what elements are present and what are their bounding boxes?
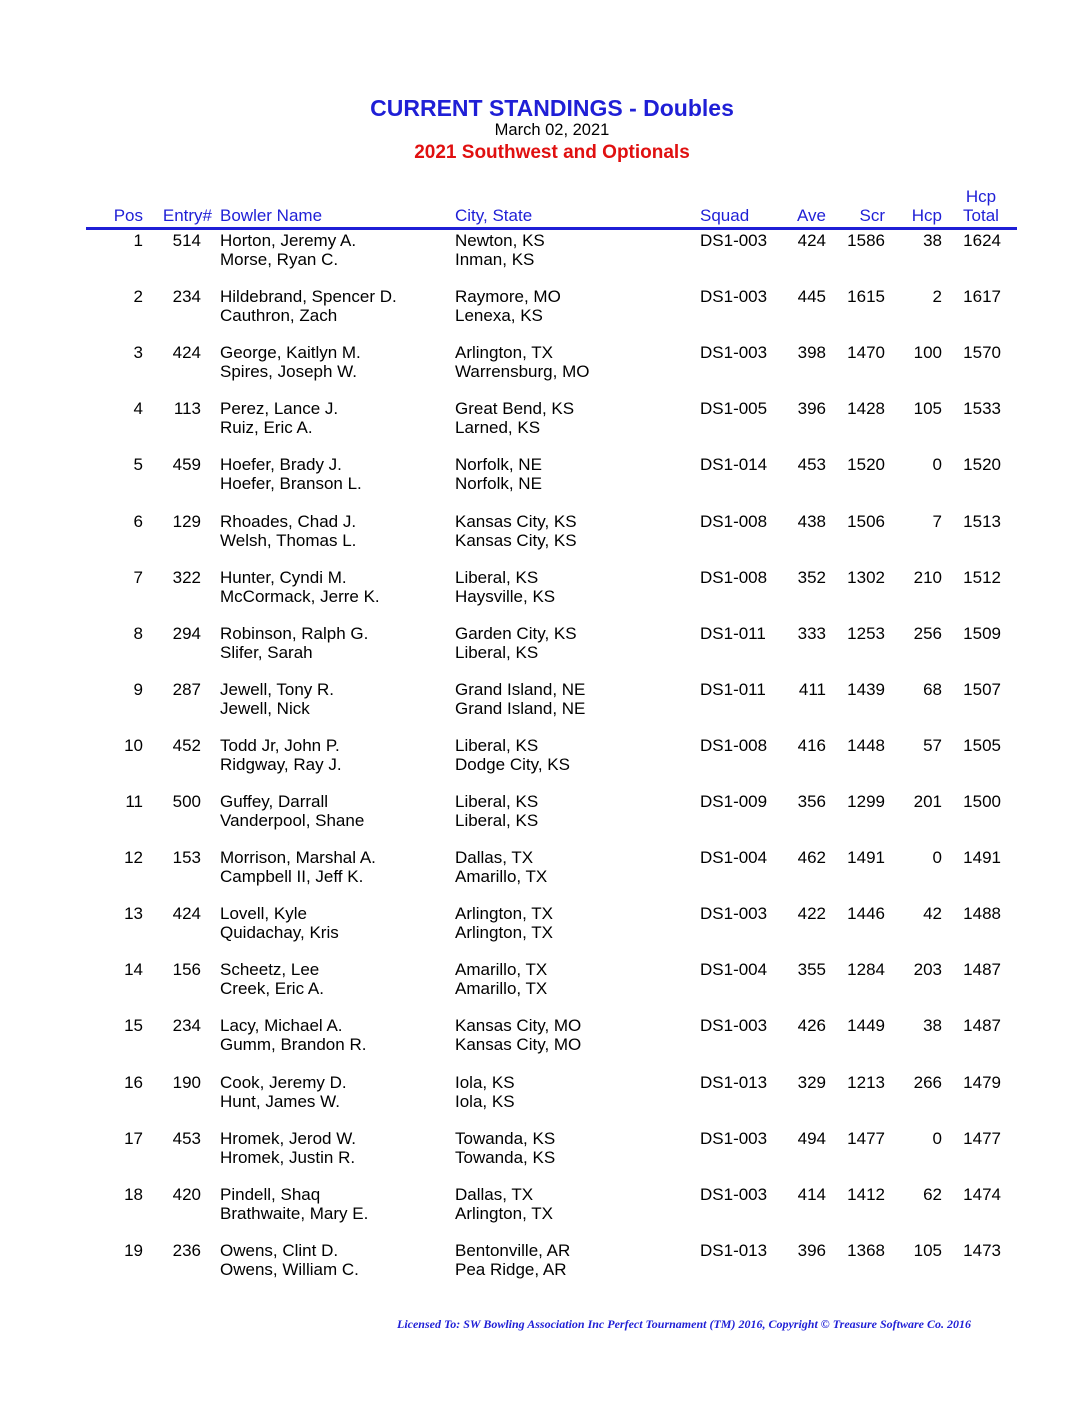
cell-ave: 329 — [797, 1072, 826, 1092]
bowler-name: Creek, Eric A. — [220, 979, 324, 999]
bowler-name: Quidachay, Kris — [220, 923, 339, 943]
table-row — [0, 1073, 1088, 1113]
bowler-name: Jewell, Tony R. — [220, 679, 335, 699]
cell-scr: 1213 — [847, 1072, 885, 1092]
bowler-name: Jewell, Nick — [220, 698, 310, 718]
cell-pos: 18 — [124, 1184, 143, 1204]
city-state: Liberal, KS — [455, 792, 539, 811]
header-entry: Entry# — [162, 206, 212, 225]
cell-entry: 424 — [172, 343, 201, 363]
cell-entry: 452 — [172, 735, 201, 755]
city-state: Towanda, KS — [455, 1128, 556, 1148]
city-state: Dallas, TX — [455, 848, 534, 868]
table-row — [0, 960, 1088, 1000]
cell-entry: 190 — [172, 1072, 201, 1092]
city-state: Liberal, KS — [455, 811, 539, 830]
city-state: Norfolk, NE — [455, 474, 542, 494]
table-row — [0, 231, 1088, 271]
cell-squad: DS1-008 — [700, 567, 768, 587]
cell-ave: 445 — [797, 287, 826, 307]
cell-squad: DS1-013 — [700, 1072, 768, 1092]
cell-scr: 1491 — [847, 848, 885, 868]
cell-pos: 13 — [124, 904, 143, 924]
city-state: Larned, KS — [455, 418, 541, 438]
header-pos: Pos — [113, 206, 143, 225]
bowler-name: Robinson, Ralph G. — [220, 623, 369, 643]
bowler-name: Morse, Ryan C. — [220, 250, 339, 269]
cell-hcp: 7 — [932, 511, 942, 531]
cell-ave: 396 — [797, 399, 826, 419]
bowler-name: Welsh, Thomas L. — [220, 530, 357, 550]
city-state: Liberal, KS — [455, 567, 539, 587]
cell-pos: 11 — [125, 792, 143, 811]
bowler-name: Lovell, Kyle — [220, 904, 307, 924]
cell-squad: DS1-003 — [700, 287, 768, 307]
cell-ave: 333 — [797, 623, 826, 643]
bowler-name: Horton, Jeremy A. — [220, 231, 357, 250]
report-title: CURRENT STANDINGS - Doubles — [370, 95, 734, 121]
cell-pos: 2 — [133, 287, 143, 307]
cell-entry: 420 — [172, 1184, 201, 1204]
cell-ave: 424 — [797, 231, 826, 250]
cell-hcp: 0 — [932, 848, 942, 868]
cell-hcp: 0 — [932, 1128, 942, 1148]
city-state: Arlington, TX — [455, 343, 553, 363]
cell-ave: 356 — [797, 792, 826, 811]
cell-ave: 411 — [798, 679, 826, 699]
city-state: Newton, KS — [455, 231, 545, 250]
cell-pos: 7 — [133, 567, 143, 587]
cell-total: 1533 — [963, 399, 1001, 419]
table-row — [0, 792, 1088, 832]
bowler-name: Morrison, Marshal A. — [220, 848, 376, 868]
table-row — [0, 736, 1088, 776]
bowler-name: Pindell, Shaq — [220, 1184, 321, 1204]
cell-total: 1617 — [963, 287, 1001, 307]
cell-ave: 355 — [797, 960, 826, 980]
cell-squad: DS1-013 — [700, 1240, 768, 1260]
cell-total: 1624 — [963, 231, 1001, 250]
bowler-name: Vanderpool, Shane — [220, 811, 365, 830]
bowler-name: Hoefer, Branson L. — [220, 474, 362, 494]
bowler-name: Perez, Lance J. — [220, 399, 339, 419]
city-state: Liberal, KS — [455, 735, 539, 755]
report-date: March 02, 2021 — [494, 121, 610, 139]
cell-entry: 514 — [172, 231, 201, 250]
header-bowler-name: Bowler Name — [220, 206, 323, 225]
cell-total: 1487 — [963, 1016, 1001, 1036]
city-state: Haysville, KS — [455, 586, 556, 606]
cell-entry: 294 — [172, 623, 201, 643]
cell-squad: DS1-003 — [700, 343, 768, 363]
cell-hcp: 100 — [913, 343, 942, 363]
cell-entry: 234 — [172, 287, 201, 307]
cell-hcp: 0 — [932, 455, 942, 475]
cell-pos: 17 — [124, 1128, 143, 1148]
cell-scr: 1439 — [847, 679, 885, 699]
table-row — [0, 848, 1088, 888]
city-state: Kansas City, KS — [455, 511, 577, 531]
cell-hcp: 62 — [923, 1184, 942, 1204]
bowler-name: Gumm, Brandon R. — [220, 1035, 367, 1055]
cell-entry: 424 — [172, 904, 201, 924]
cell-squad: DS1-005 — [700, 399, 768, 419]
cell-entry: 113 — [173, 399, 201, 419]
table-row — [0, 1016, 1088, 1056]
cell-squad: DS1-003 — [700, 904, 768, 924]
cell-hcp: 57 — [923, 735, 942, 755]
cell-scr: 1470 — [847, 343, 885, 363]
cell-scr: 1302 — [847, 567, 885, 587]
cell-ave: 414 — [797, 1184, 826, 1204]
bowler-name: Rhoades, Chad J. — [220, 511, 357, 531]
cell-hcp: 38 — [923, 231, 942, 250]
cell-scr: 1446 — [847, 904, 885, 924]
bowler-name: Campbell II, Jeff K. — [220, 867, 364, 887]
bowler-name: Owens, William C. — [220, 1259, 359, 1279]
cell-total: 1479 — [963, 1072, 1001, 1092]
cell-hcp: 256 — [913, 623, 942, 643]
city-state: Arlington, TX — [455, 904, 553, 924]
bowler-name: Hoefer, Brady J. — [220, 455, 342, 475]
table-row — [0, 455, 1088, 495]
cell-squad: DS1-003 — [700, 231, 768, 250]
event-name: 2021 Southwest and Optionals — [414, 142, 690, 163]
city-state: Great Bend, KS — [455, 399, 575, 419]
table-row — [0, 568, 1088, 608]
cell-entry: 236 — [172, 1240, 201, 1260]
city-state: Inman, KS — [455, 250, 535, 269]
bowler-name: Hildebrand, Spencer D. — [220, 287, 397, 307]
cell-squad: DS1-008 — [700, 511, 768, 531]
bowler-name: Hunter, Cyndi M. — [220, 567, 347, 587]
bowler-name: Hromek, Justin R. — [220, 1147, 356, 1167]
cell-total: 1500 — [963, 792, 1001, 811]
cell-pos: 9 — [133, 679, 143, 699]
bowler-name: Hromek, Jerod W. — [220, 1128, 357, 1148]
bowler-name: Slifer, Sarah — [220, 642, 313, 662]
table-row — [0, 1185, 1088, 1225]
cell-squad: DS1-011 — [700, 623, 766, 643]
cell-squad: DS1-011 — [700, 679, 766, 699]
cell-total: 1520 — [963, 455, 1001, 475]
table-row — [0, 399, 1088, 439]
city-state: Dallas, TX — [455, 1184, 534, 1204]
city-state: Amarillo, TX — [455, 960, 548, 980]
table-row — [0, 287, 1088, 327]
cell-hcp: 42 — [923, 904, 942, 924]
bowler-name: Brathwaite, Mary E. — [220, 1203, 369, 1223]
city-state: Grand Island, NE — [455, 698, 586, 718]
header-squad: Squad — [700, 206, 750, 225]
header-total-top: Hcp — [965, 187, 997, 206]
cell-ave: 494 — [797, 1128, 826, 1148]
cell-hcp: 2 — [932, 287, 942, 307]
header-ave: Ave — [797, 206, 826, 225]
cell-pos: 14 — [124, 960, 143, 980]
cell-total: 1491 — [963, 848, 1001, 868]
cell-hcp: 105 — [913, 1240, 942, 1260]
cell-scr: 1477 — [847, 1128, 885, 1148]
cell-squad: DS1-004 — [700, 848, 768, 868]
cell-ave: 396 — [797, 1240, 826, 1260]
cell-scr: 1253 — [847, 623, 885, 643]
city-state: Kansas City, KS — [455, 530, 577, 550]
cell-pos: 8 — [133, 623, 143, 643]
bowler-name: Lacy, Michael A. — [220, 1016, 343, 1036]
cell-total: 1507 — [963, 679, 1001, 699]
city-state: Arlington, TX — [455, 923, 553, 943]
cell-total: 1570 — [963, 343, 1001, 363]
city-state: Liberal, KS — [455, 642, 539, 662]
city-state: Bentonville, AR — [455, 1240, 571, 1260]
cell-squad: DS1-003 — [700, 1128, 768, 1148]
table-row — [0, 680, 1088, 720]
cell-hcp: 266 — [913, 1072, 942, 1092]
cell-ave: 462 — [797, 848, 826, 868]
cell-scr: 1615 — [847, 287, 885, 307]
cell-hcp: 105 — [913, 399, 942, 419]
license-footer: Licensed To: SW Bowling Association Inc Perfect Tournament (TM) 2016, Copyright © Treasure Software Co. 2016 — [396, 1317, 971, 1331]
table-row — [0, 343, 1088, 383]
city-state: Amarillo, TX — [455, 867, 548, 887]
cell-scr: 1448 — [847, 735, 885, 755]
city-state: Raymore, MO — [455, 287, 561, 307]
cell-squad: DS1-008 — [700, 735, 768, 755]
cell-entry: 322 — [172, 567, 201, 587]
cell-scr: 1428 — [847, 399, 885, 419]
bowler-name: Spires, Joseph W. — [220, 362, 358, 382]
cell-hcp: 210 — [913, 567, 942, 587]
cell-hcp: 203 — [913, 960, 942, 980]
bowler-name: Cauthron, Zach — [220, 306, 338, 326]
cell-squad: DS1-003 — [700, 1184, 768, 1204]
city-state: Garden City, KS — [455, 623, 577, 643]
cell-scr: 1299 — [847, 792, 885, 811]
cell-pos: 6 — [133, 511, 143, 531]
cell-hcp: 38 — [923, 1016, 942, 1036]
city-state: Amarillo, TX — [455, 979, 548, 999]
cell-pos: 19 — [124, 1240, 143, 1260]
city-state: Dodge City, KS — [455, 754, 570, 774]
cell-squad: DS1-003 — [700, 1016, 768, 1036]
cell-total: 1488 — [963, 904, 1001, 924]
city-state: Grand Island, NE — [455, 679, 586, 699]
bowler-name: Ridgway, Ray J. — [220, 754, 342, 774]
bowler-name: Ruiz, Eric A. — [220, 418, 313, 438]
table-row — [0, 624, 1088, 664]
city-state: Norfolk, NE — [455, 455, 542, 475]
cell-ave: 426 — [797, 1016, 826, 1036]
header-rule — [86, 227, 1017, 230]
cell-pos: 3 — [133, 343, 143, 363]
cell-scr: 1412 — [847, 1184, 885, 1204]
cell-squad: DS1-009 — [700, 792, 768, 811]
header-scr: Scr — [859, 206, 885, 225]
cell-scr: 1284 — [847, 960, 885, 980]
header-hcp: Hcp — [911, 206, 942, 225]
cell-scr: 1520 — [847, 455, 885, 475]
city-state: Towanda, KS — [455, 1147, 556, 1167]
cell-pos: 5 — [133, 455, 143, 475]
cell-total: 1509 — [963, 623, 1001, 643]
city-state: Arlington, TX — [455, 1203, 553, 1223]
bowler-name: George, Kaitlyn M. — [220, 343, 361, 363]
header-total: Total — [963, 206, 999, 225]
cell-total: 1505 — [963, 735, 1001, 755]
table-row — [0, 512, 1088, 552]
bowler-name: Cook, Jeremy D. — [220, 1072, 347, 1092]
city-state: Warrensburg, MO — [455, 362, 590, 382]
city-state: Kansas City, MO — [455, 1035, 582, 1055]
table-row — [0, 904, 1088, 944]
cell-squad: DS1-004 — [700, 960, 768, 980]
city-state: Iola, KS — [455, 1091, 515, 1111]
cell-scr: 1586 — [847, 231, 885, 250]
bowler-name: McCormack, Jerre K. — [220, 586, 380, 606]
cell-pos: 16 — [124, 1072, 143, 1092]
cell-total: 1512 — [963, 567, 1001, 587]
cell-entry: 234 — [172, 1016, 201, 1036]
cell-total: 1487 — [963, 960, 1001, 980]
cell-ave: 438 — [797, 511, 826, 531]
cell-ave: 422 — [797, 904, 826, 924]
cell-ave: 398 — [797, 343, 826, 363]
cell-pos: 4 — [133, 399, 143, 419]
city-state: Pea Ridge, AR — [455, 1259, 567, 1279]
table-row — [0, 1241, 1088, 1281]
cell-scr: 1506 — [847, 511, 885, 531]
cell-scr: 1449 — [847, 1016, 885, 1036]
bowler-name: Todd Jr, John P. — [220, 735, 340, 755]
cell-pos: 12 — [124, 848, 143, 868]
cell-total: 1477 — [963, 1128, 1001, 1148]
cell-entry: 153 — [172, 848, 201, 868]
cell-scr: 1368 — [847, 1240, 885, 1260]
table-row — [0, 1129, 1088, 1169]
cell-pos: 10 — [124, 735, 143, 755]
bowler-name: Scheetz, Lee — [220, 960, 320, 980]
cell-total: 1474 — [963, 1184, 1001, 1204]
city-state: Iola, KS — [455, 1072, 515, 1092]
cell-pos: 15 — [124, 1016, 143, 1036]
cell-entry: 287 — [172, 679, 201, 699]
cell-ave: 352 — [797, 567, 826, 587]
cell-entry: 459 — [172, 455, 201, 475]
cell-total: 1513 — [963, 511, 1001, 531]
city-state: Lenexa, KS — [455, 306, 543, 326]
cell-squad: DS1-014 — [700, 455, 768, 475]
cell-entry: 156 — [172, 960, 201, 980]
cell-entry: 129 — [172, 511, 201, 531]
cell-entry: 453 — [172, 1128, 201, 1148]
bowler-name: Owens, Clint D. — [220, 1240, 339, 1260]
city-state: Kansas City, MO — [455, 1016, 582, 1036]
cell-hcp: 201 — [913, 792, 942, 811]
bowler-name: Guffey, Darrall — [220, 792, 329, 811]
bowler-name: Hunt, James W. — [220, 1091, 340, 1111]
cell-entry: 500 — [172, 792, 201, 811]
cell-ave: 453 — [797, 455, 826, 475]
cell-ave: 416 — [797, 735, 826, 755]
cell-hcp: 68 — [923, 679, 942, 699]
cell-pos: 1 — [133, 231, 143, 250]
cell-total: 1473 — [963, 1240, 1001, 1260]
header-city-state: City, State — [455, 206, 533, 225]
